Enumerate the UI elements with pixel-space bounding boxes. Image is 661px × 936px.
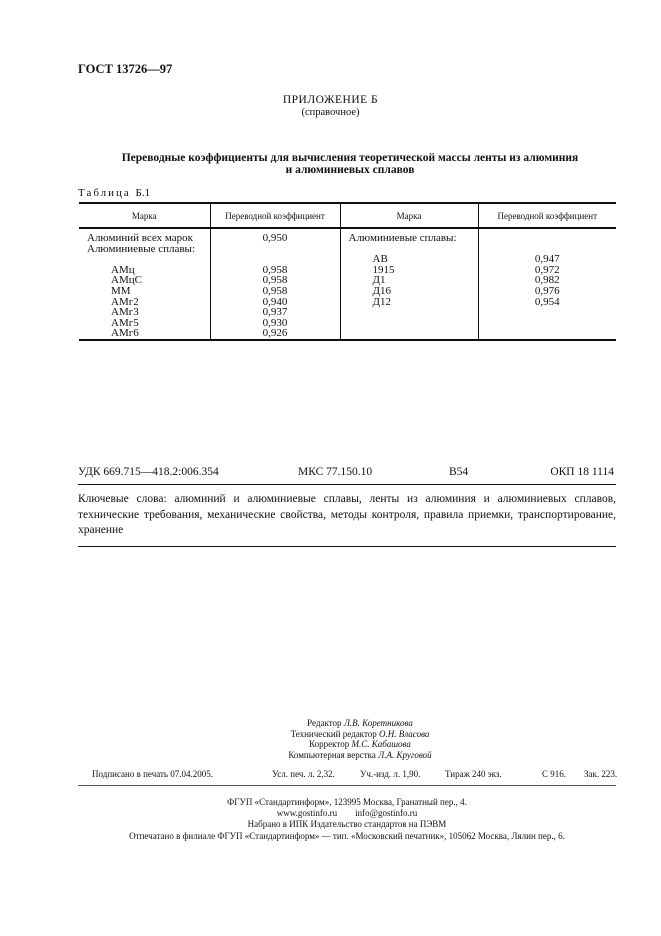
appendix-title: ПРИЛОЖЕНИЕ Б bbox=[282, 94, 379, 106]
right-value-1: 0,947 bbox=[534, 253, 560, 266]
publisher-info bbox=[78, 797, 616, 842]
right-value-4: 0,976 bbox=[534, 284, 560, 297]
publisher-line-2: www.gostinfo.ru info@gostinfo.ru bbox=[276, 808, 418, 819]
coefficients-table bbox=[79, 202, 616, 341]
header-mark-right: Марка bbox=[340, 203, 478, 228]
left-mark-cell bbox=[79, 228, 210, 340]
right-value-3: 0,982 bbox=[534, 274, 560, 287]
left-mark-6: АМг5 bbox=[111, 316, 139, 329]
publisher-line-1: ФГУП «Стандартинформ», 123995 Москва, Гранатный пер., 4. bbox=[227, 797, 467, 807]
left-mark-5: АМг3 bbox=[111, 306, 139, 319]
document-title-line-1: Переводные коэффициенты для вычисления теоретической массы ленты из алюминия bbox=[121, 152, 579, 164]
udk-code: УДК 669.715—418.2:006.354 bbox=[78, 466, 219, 478]
left-value-7: 0,926 bbox=[262, 327, 288, 340]
credit-layout: Компьютерная верстка Л.А. Круговой bbox=[288, 749, 432, 760]
table-caption-number: Б.1 bbox=[135, 187, 151, 199]
left-mark-4: АМг2 bbox=[111, 295, 139, 308]
group-code: В54 bbox=[449, 466, 469, 478]
right-mark-5: Д12 bbox=[372, 295, 392, 308]
left-mark-2: АМцС bbox=[111, 274, 142, 287]
right-group-label: Алюминиевые сплавы: bbox=[348, 232, 457, 244]
left-value-4: 0,940 bbox=[262, 295, 288, 308]
right-value-2: 0,972 bbox=[534, 263, 560, 276]
header-coefficient-left: Переводной коэффициент bbox=[210, 203, 340, 228]
credit-editor: Редактор Л.В. Коретникова bbox=[307, 718, 413, 728]
left-group2-label: Алюминиевые сплавы: bbox=[87, 242, 196, 255]
header-coefficient-right: Переводной коэффициент bbox=[478, 203, 616, 228]
print-sheets: Усл. печ. л. 2,32. bbox=[272, 769, 335, 779]
publisher-line-3: Набрано в ИПК Издательство стандартов на ПЭВМ bbox=[247, 819, 447, 830]
table-caption bbox=[78, 187, 150, 199]
left-mark-1: АМц bbox=[111, 263, 135, 276]
print-run: Тираж 240 экз. bbox=[445, 769, 502, 779]
divider-bottom bbox=[78, 546, 616, 547]
left-value-1: 0,958 bbox=[262, 263, 288, 276]
right-mark-1: АВ bbox=[372, 253, 388, 266]
table-header-row bbox=[79, 203, 616, 228]
right-value-5: 0,954 bbox=[534, 295, 560, 308]
print-order-c: С 916. bbox=[542, 769, 567, 779]
left-mark-7: АМг6 bbox=[111, 327, 139, 340]
table-body-row bbox=[79, 228, 616, 340]
print-order: Зак. 223. bbox=[584, 769, 618, 779]
credit-tech-editor: Технический редактор О.Н. Власова bbox=[290, 728, 430, 739]
appendix-subtitle: (справочное) bbox=[301, 107, 360, 118]
print-signed: Подписано в печать 07.04.2005. bbox=[92, 769, 214, 779]
table-caption-word: Таблица bbox=[78, 187, 131, 199]
header-mark-left: Марка bbox=[79, 203, 210, 228]
divider-top bbox=[78, 484, 616, 485]
credits bbox=[180, 718, 540, 760]
left-value-5: 0,937 bbox=[262, 306, 288, 319]
right-mark-cell bbox=[340, 228, 478, 340]
print-pub-sheets: Уч.-изд. л. 1,90. bbox=[360, 769, 421, 779]
left-value-3: 0,958 bbox=[262, 284, 288, 297]
okp-code: ОКП 18 1114 bbox=[550, 466, 614, 478]
left-value-cell bbox=[210, 228, 340, 340]
keywords: Ключевые слова: алюминий и алюминиевые сплавы, ленты из алюминия и алюминиевых сплавов, технические требования, механические свойства, методы контроля, правила приемки, транспортирование, хранение bbox=[78, 493, 616, 536]
left-mark-3: ММ bbox=[111, 284, 131, 297]
left-group1-value: 0,950 bbox=[262, 232, 288, 244]
right-value-cell bbox=[478, 228, 616, 340]
right-mark-2: 1915 bbox=[372, 263, 395, 276]
document-title bbox=[90, 152, 610, 176]
right-mark-3: Д1 bbox=[372, 274, 386, 287]
mks-code: МКС 77.150.10 bbox=[298, 466, 373, 478]
right-mark-4: Д16 bbox=[372, 284, 392, 297]
left-group1-label: Алюминий всех марок bbox=[87, 232, 194, 244]
divider-print bbox=[78, 785, 616, 786]
left-value-2: 0,958 bbox=[262, 274, 288, 287]
document-title-line-2: и алюминиевых сплавов bbox=[285, 164, 415, 176]
standard-number: ГОСТ 13726—97 bbox=[78, 62, 173, 76]
publisher-line-4: Отпечатано в филиале ФГУП «Стандартинформ» — тип. «Московский печатник», 105062 Москва, Лялин пер., 6. bbox=[129, 830, 565, 841]
credit-proofreader: Корректор М.С. Кабашова bbox=[309, 739, 411, 749]
left-value-6: 0,930 bbox=[262, 316, 288, 329]
